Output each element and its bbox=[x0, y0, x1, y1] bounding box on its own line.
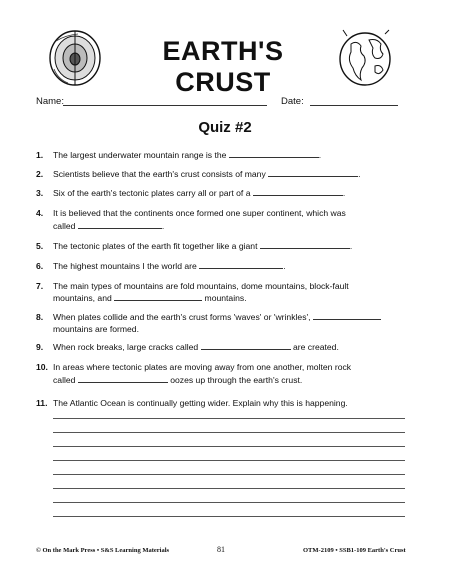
question-text: The tectonic plates of the earth fit together like a giant bbox=[53, 241, 260, 251]
page-title: EARTH'S CRUST bbox=[162, 36, 284, 97]
question-text: called bbox=[53, 375, 78, 385]
question-number: 2. bbox=[36, 169, 44, 179]
answer-blank[interactable] bbox=[260, 240, 353, 251]
question-text: Six of the earth's tectonic plates carry all or part of a bbox=[53, 188, 253, 198]
answer-blank[interactable] bbox=[78, 374, 168, 383]
question-text-end: . bbox=[358, 169, 361, 179]
question-text: Scientists believe that the earth's crust consists of many bbox=[53, 169, 269, 179]
question-text: When rock breaks, large cracks called bbox=[53, 342, 201, 352]
answer-line[interactable] bbox=[53, 432, 405, 433]
question-text-end: oozes up through the earth's crust. bbox=[167, 375, 303, 385]
question-text-end: are created. bbox=[290, 342, 339, 352]
question-text: It is believed that the continents once formed one super continent, which was bbox=[53, 208, 346, 218]
question-text: The largest underwater mountain range is the bbox=[53, 150, 229, 160]
question-text-end: . bbox=[283, 261, 286, 271]
question-text-end: . bbox=[318, 150, 322, 160]
answer-line[interactable] bbox=[53, 502, 405, 503]
globe-icon bbox=[337, 28, 393, 88]
earth-cross-section-icon bbox=[48, 29, 102, 87]
answer-blank[interactable] bbox=[114, 292, 202, 301]
answer-blank[interactable] bbox=[268, 168, 361, 179]
question-number: 10. bbox=[36, 362, 48, 372]
quiz-title: Quiz #2 bbox=[198, 119, 252, 136]
question-text: mountains are formed. bbox=[53, 324, 139, 334]
footer-page-number: 81 bbox=[217, 545, 225, 554]
question-text-end: . bbox=[161, 221, 165, 231]
question-number: 11. bbox=[36, 398, 48, 408]
answer-line[interactable] bbox=[53, 474, 405, 475]
question-text-end: . bbox=[342, 188, 346, 198]
footer-publisher: © On the Mark Press • S&S Learning Materials bbox=[36, 547, 170, 554]
answer-line[interactable] bbox=[53, 418, 405, 419]
question-text: The main types of mountains are fold mountains, dome mountains, block-fault bbox=[53, 281, 349, 291]
answer-blank[interactable] bbox=[313, 311, 381, 320]
question-number: 4. bbox=[36, 208, 44, 218]
answer-line[interactable] bbox=[53, 516, 405, 517]
question-number: 8. bbox=[36, 312, 44, 322]
answer-blank[interactable] bbox=[199, 260, 286, 271]
question-text-end: mountains. bbox=[202, 293, 247, 303]
date-label: Date: bbox=[281, 96, 304, 107]
question-number: 7. bbox=[36, 281, 44, 291]
question-text: When plates collide and the earth's crust forms 'waves' or 'wrinkles', bbox=[53, 312, 313, 322]
question-number: 5. bbox=[36, 241, 44, 251]
answer-blank[interactable] bbox=[78, 220, 165, 231]
question-text-end: . bbox=[349, 241, 353, 251]
question-number: 6. bbox=[36, 261, 44, 271]
question-text: The Atlantic Ocean is continually getting wider. Explain why this is happening. bbox=[53, 398, 348, 408]
question-text: called bbox=[53, 221, 78, 231]
question-text: The highest mountains I the world are bbox=[53, 261, 200, 271]
question-text: In areas where tectonic plates are moving away from one another, molten rock bbox=[53, 362, 352, 372]
footer-product-code: OTM-2109 • SSB1-109 Earth's Crust bbox=[303, 547, 406, 554]
answer-blank[interactable] bbox=[201, 341, 291, 350]
question-text: mountains, and bbox=[53, 293, 115, 303]
question-number: 3. bbox=[36, 188, 44, 198]
answer-blank[interactable] bbox=[229, 149, 322, 160]
name-field[interactable] bbox=[63, 105, 267, 106]
name-label: Name: bbox=[36, 96, 64, 107]
answer-line[interactable] bbox=[53, 460, 405, 461]
answer-blank[interactable] bbox=[253, 187, 346, 198]
question-number: 1. bbox=[36, 150, 44, 160]
question-number: 9. bbox=[36, 342, 44, 352]
answer-line[interactable] bbox=[53, 488, 405, 489]
date-field[interactable] bbox=[310, 105, 398, 106]
answer-line[interactable] bbox=[53, 446, 405, 447]
